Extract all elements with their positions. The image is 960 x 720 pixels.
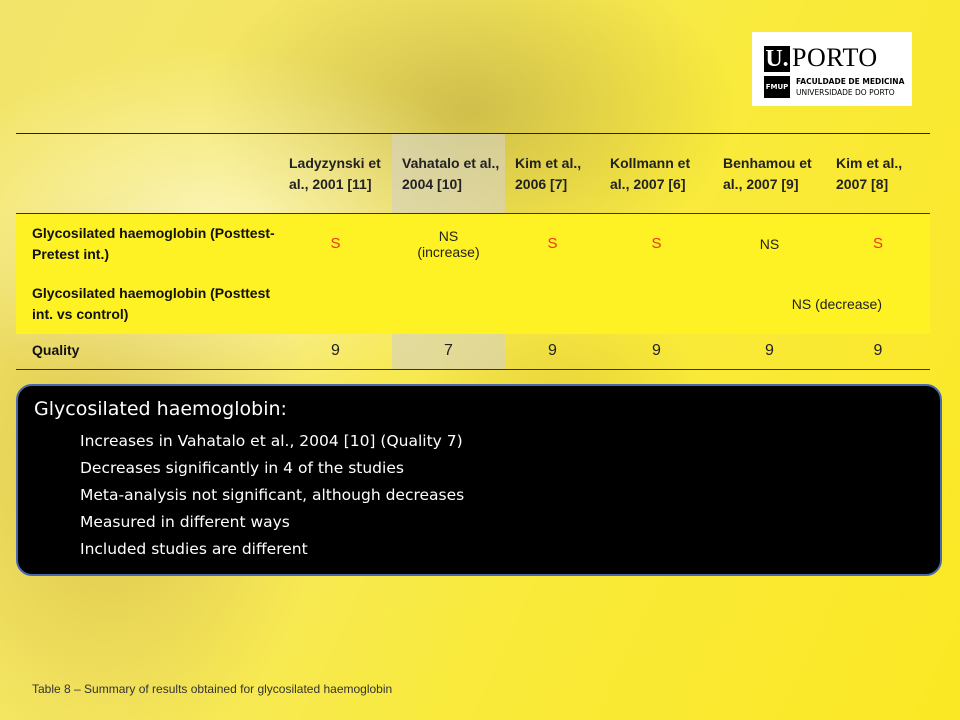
table-cell: NS <box>759 235 780 252</box>
table-row <box>16 334 930 370</box>
table-header-study: Kollmann et al., 2007 [6] <box>610 154 691 192</box>
table-row <box>16 214 930 274</box>
row-label: Quality <box>32 341 80 358</box>
callout-title: Glycosilated haemoglobin: <box>34 398 287 420</box>
table-cell: S <box>651 235 662 253</box>
table-header-row <box>16 134 930 214</box>
list-item: Increases in Vahatalo et al., 2004 [10] (Quality 7) <box>80 432 463 450</box>
table-cell: 9 <box>873 342 883 360</box>
table-header-study: Vahatalo et al., 2004 [10] <box>392 134 505 214</box>
table-cell: 9 <box>548 342 557 360</box>
logo-porto-text: PORTO <box>792 43 878 72</box>
table-cell: 7 <box>392 334 505 370</box>
uporto-logo <box>752 32 912 106</box>
table-cell: S <box>872 235 883 253</box>
merged-cell-value: NS (decrease) <box>791 295 882 312</box>
table-merged-cell <box>279 274 930 334</box>
list-item: Meta-analysis not significant, although decreases <box>80 486 465 504</box>
table-caption: Table 8 – Summary of results obtained for glycosilated haemoglobin <box>32 682 393 696</box>
row-label: Glycosilated haemoglobin (Posttest-Pretest int.) <box>32 224 275 262</box>
table-cell: 9 <box>765 342 774 360</box>
logo-fmup-mark: FMUP <box>764 76 790 98</box>
list-item: Measured in different ways <box>80 513 290 531</box>
table-cell: S <box>547 235 558 253</box>
table-header-study: Benhamou et al., 2007 [9] <box>723 154 812 192</box>
logo-u-mark: U. <box>765 46 789 72</box>
logo-faculty-text: FACULDADE DE MEDICINA <box>796 77 905 86</box>
row-label: Glycosilated haemoglobin (Posttest int. vs control) <box>32 284 271 322</box>
table-row <box>16 274 930 334</box>
table-cell: 9 <box>331 342 340 360</box>
list-item: Decreases significantly in 4 of the studies <box>80 459 404 477</box>
table-header-blank <box>16 134 279 214</box>
logo-university-text: UNIVERSIDADE DO PORTO <box>796 88 895 97</box>
table-header-study: Ladyzynski et al., 2001 [11] <box>289 154 381 192</box>
table-header-study: Kim et al., 2007 [8] <box>836 154 903 192</box>
table-cell: S <box>330 235 341 253</box>
summary-callout <box>16 384 942 576</box>
table-cell: 9 <box>652 342 661 360</box>
table-header-study: Kim et al., 2006 [7] <box>515 154 582 192</box>
list-item: Included studies are different <box>80 540 308 558</box>
table-cell: NS (increase) <box>417 227 480 260</box>
results-table <box>16 133 930 370</box>
callout-list <box>80 430 464 565</box>
